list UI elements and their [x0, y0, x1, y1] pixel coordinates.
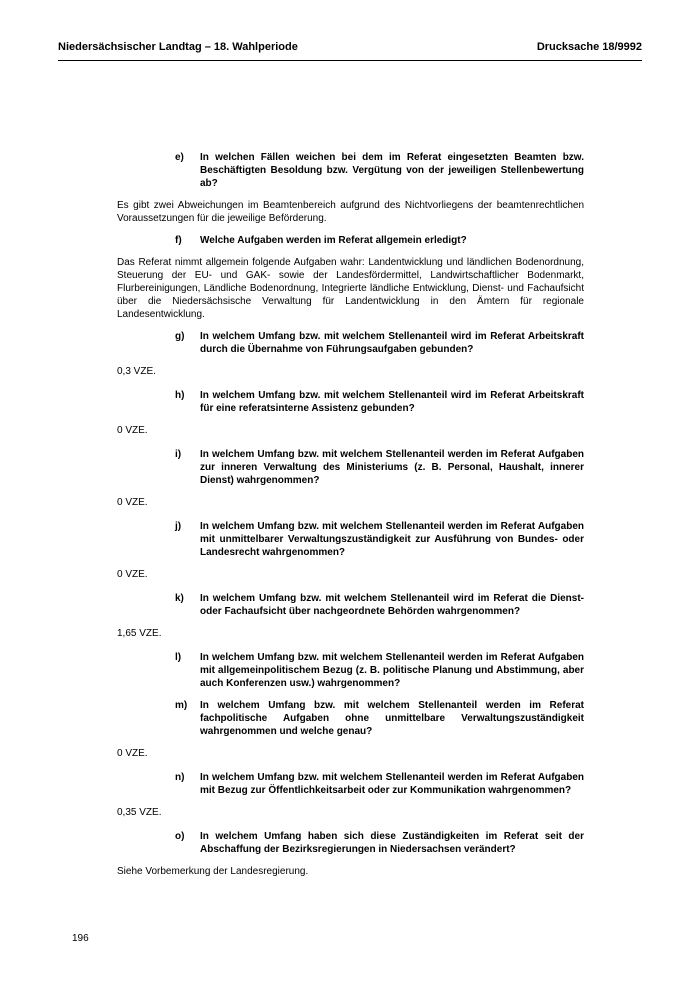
question-text: In welchem Umfang bzw. mit welchem Stellenanteil werden im Referat Aufgaben mit allgemeinpolitischem Bezug (z. B. politische Planung und Abstimmung, aber auch Konferenzen usw.) wahrgenommen? — [200, 652, 584, 689]
header-title: Niedersächsischer Landtag – 18. Wahlperiode — [58, 41, 298, 53]
question-label: h) — [175, 390, 185, 401]
answer-e: Es gibt zwei Abweichungen im Beamtenbereich aufgrund des Nichtvorliegens der beamtenrechtlichen Voraussetzungen für die jeweilige Beförderung. — [117, 200, 584, 224]
page-header — [58, 41, 642, 57]
question-label: i) — [175, 449, 182, 460]
answer-n: 0,35 VZE. — [117, 807, 162, 818]
document-number: Drucksache 18/9992 — [536, 41, 642, 53]
question-m — [117, 699, 584, 738]
question-label: n) — [175, 772, 185, 783]
question-label: o) — [175, 831, 185, 842]
question-label: g) — [175, 331, 185, 342]
question-text: In welchem Umfang haben sich diese Zuständigkeiten im Referat seit der Abschaffung der Bezirksregierungen in Niedersachsen verändert? — [200, 831, 584, 855]
question-n — [117, 771, 584, 797]
question-text: In welchen Fällen weichen bei dem im Referat eingesetzten Beamten bzw. Beschäftigten Besoldung bzw. Vergütung von der jeweiligen Stellenbewertung ab? — [200, 152, 584, 189]
question-label: m) — [175, 700, 188, 711]
question-h — [117, 389, 584, 415]
answer-j: 0 VZE. — [117, 569, 148, 580]
question-e — [117, 151, 584, 190]
question-text: In welchem Umfang bzw. mit welchem Stellenanteil wird im Referat die Dienst- oder Fachaufsicht über nachgeordnete Behörden wahrgenommen? — [200, 593, 584, 617]
question-label: l) — [175, 652, 182, 663]
answer-f: Das Referat nimmt allgemein folgende Aufgaben wahr: Landentwicklung und ländlichen Bodenordnung, Steuerung der EU- und GAK- sowie der Landesfördermittel, Landwirtschaftlicher Bodenmarkt, Flurbereinigungen, Ländliche Bodenordnung, Integrierte ländliche Entwicklung, Dienst- und Fachaufsicht über die Niedersächsische Verwaltung für Landentwicklung in den Ämtern für regionale Landesentwicklung. — [117, 257, 584, 320]
answer-k: 1,65 VZE. — [117, 628, 162, 639]
question-i — [117, 448, 584, 487]
question-text: In welchem Umfang bzw. mit welchem Stellenanteil werden im Referat Aufgaben mit unmittelbarer Verwaltungszuständigkeit zur Ausführung von Bundes- oder Landesrecht wahrgenommen? — [200, 521, 584, 558]
answer-h: 0 VZE. — [117, 425, 148, 436]
question-text: In welchem Umfang bzw. mit welchem Stellenanteil wird im Referat Arbeitskraft für eine referatsinterne Assistenz gebunden? — [200, 390, 584, 414]
question-text: In welchem Umfang bzw. mit welchem Stellenanteil werden im Referat Aufgaben mit Bezug zur Öffentlichkeitsarbeit oder zur Kommunikation wahrgenommen? — [200, 772, 584, 796]
question-j — [117, 520, 584, 559]
question-label: e) — [175, 152, 184, 163]
question-f — [117, 234, 584, 247]
question-g — [117, 330, 584, 356]
question-text: Welche Aufgaben werden im Referat allgemein erledigt? — [200, 235, 467, 246]
question-label: k) — [175, 593, 184, 604]
answer-i: 0 VZE. — [117, 497, 148, 508]
page-number: 196 — [72, 933, 89, 944]
answer-m: 0 VZE. — [117, 748, 148, 759]
answer-g: 0,3 VZE. — [117, 366, 156, 377]
question-o — [117, 830, 584, 856]
question-label: f) — [175, 235, 182, 246]
question-text: In welchem Umfang bzw. mit welchem Stellenanteil wird im Referat Arbeitskraft durch die Übernahme von Führungsaufgaben gebunden? — [200, 331, 584, 355]
question-l — [117, 651, 584, 690]
question-text: In welchem Umfang bzw. mit welchem Stellenanteil werden im Referat Aufgaben zur inneren Verwaltung des Ministeriums (z. B. Personal, Haushalt, innerer Dienst) wahrgenommen? — [200, 449, 584, 486]
question-k — [117, 592, 584, 618]
header-divider — [58, 60, 642, 61]
question-label: j) — [175, 521, 182, 532]
answer-o: Siehe Vorbemerkung der Landesregierung. — [117, 866, 309, 877]
document-body — [117, 151, 584, 887]
question-text: In welchem Umfang bzw. mit welchem Stellenanteil werden im Referat fachpolitische Aufgaben ohne unmittelbare Verwaltungszuständigkeit wahrgenommen und welche genau? — [200, 700, 584, 737]
